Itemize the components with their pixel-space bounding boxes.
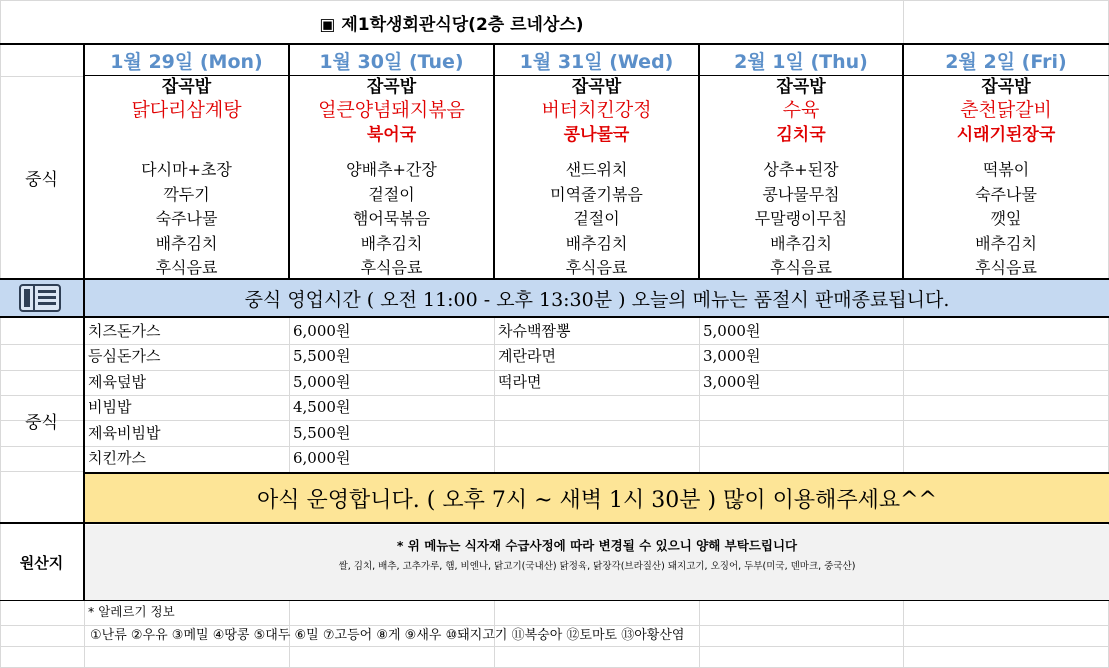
side-dish: 깍두기	[163, 184, 210, 204]
rice: 잡곡밥	[161, 77, 212, 97]
side-dish: 배추김치	[360, 233, 423, 253]
night-notice: 아식 운영합니다. ( 오후 7시 ~ 새벽 1시 30분 ) 많이 이용해주세요^^	[85, 474, 1109, 522]
day-header: 1월 30일 (Tue)	[319, 50, 464, 73]
menu-item-price: 6,000원	[293, 322, 351, 340]
side-dish: 햄어묵볶음	[352, 209, 431, 228]
rice: 잡곡밥	[776, 77, 826, 97]
rice: 잡곡밥	[981, 77, 1031, 97]
side-dish: 다시마+초장	[141, 160, 232, 179]
side-dish: 무말랭이무침	[754, 209, 848, 228]
side-dish: 배추김치	[975, 233, 1037, 253]
menu-item-name: 계란라면	[498, 347, 556, 365]
side-dish: 콩나물무침	[762, 184, 840, 204]
main-dish: 춘천닭갈비	[960, 99, 1052, 121]
menu-item-name: 제육덮밥	[88, 373, 146, 391]
side-dish: 깻잎	[990, 209, 1022, 228]
side-dish: 숙주나물	[155, 209, 218, 228]
menu-item-price: 5,500원	[293, 424, 351, 442]
day-menu	[495, 76, 698, 276]
origin-label: 원산지	[19, 553, 64, 572]
menu-item-price: 3,000원	[703, 347, 761, 365]
side-dish: 숙주나물	[975, 184, 1037, 204]
menu-item-name: 제육비빔밥	[88, 424, 161, 442]
side-dish: 배추김치	[155, 233, 218, 253]
side-dish: 샌드위치	[565, 160, 628, 179]
side-dish: 배추김치	[565, 233, 628, 253]
restaurant-menu-icon	[18, 283, 62, 313]
menu-item-price: 5,000원	[293, 373, 351, 391]
rice: 잡곡밥	[571, 77, 622, 97]
menu-item-price: 6,000원	[293, 449, 351, 467]
main-dish: 얼큰양념돼지볶음	[318, 99, 465, 121]
menu-item-price: 5,000원	[703, 322, 761, 340]
allergy-list: ①난류 ②우유 ③메밀 ④땅콩 ⑤대두 ⑥밀 ⑦고등어 ⑧게 ⑨새우 ⑩돼지고기 ⑪복숭아 ⑫토마토 ⑬아황산염	[90, 628, 685, 643]
soup	[85, 122, 288, 148]
menu-item-price: 4,500원	[293, 398, 351, 416]
day-menu	[290, 76, 493, 276]
rice: 잡곡밥	[366, 77, 417, 97]
side-dish: 후식음료	[975, 258, 1037, 277]
soup: 시래기된장국	[956, 125, 1056, 145]
day-menu	[85, 76, 288, 276]
origin-text: 쌀, 김치, 배추, 고추가루, 햄, 비엔나, 닭고기(국내산) 닭정육, 닭장각(브라질산) 돼지고기, 오징어, 두부(미국, 덴마크, 중국산)	[338, 561, 856, 572]
menu-item-name: 등심돈가스	[88, 347, 161, 365]
side-dish: 상추+된장	[763, 160, 839, 179]
side-dish: 겉절이	[368, 184, 415, 204]
day-header: 2월 1일 (Thu)	[734, 50, 868, 73]
side-dish: 양배추+간장	[346, 160, 437, 179]
menu-item-name: 비빔밥	[88, 398, 132, 416]
side-dish: 배추김치	[770, 233, 832, 253]
side-dish: 후식음료	[770, 258, 832, 277]
side-dish: 미역줄기볶음	[550, 184, 643, 204]
day-header: 1월 31일 (Wed)	[519, 50, 674, 73]
menu-item-name: 치즈돈가스	[88, 322, 161, 340]
side-dish: 겉절이	[573, 209, 620, 228]
menu-item-price: 5,500원	[293, 347, 351, 365]
allergy-title: * 알레르기 정보	[88, 604, 175, 619]
day-header: 1월 29일 (Mon)	[110, 50, 263, 73]
lunch-row-label-2: 중식	[25, 413, 58, 433]
day-menu	[904, 76, 1108, 276]
menu-item-name: 차슈백짬뽕	[498, 322, 571, 340]
side-dish: 후식음료	[360, 258, 423, 277]
menu-item-name: 치킨까스	[88, 449, 146, 467]
main-dish: 닭다리삼계탕	[131, 99, 242, 121]
main-dish: 수육	[782, 99, 820, 121]
side-dish: 후식음료	[565, 258, 628, 277]
main-dish: 버터치킨강정	[541, 99, 652, 121]
menu-item-price: 3,000원	[703, 373, 761, 391]
day-header: 2월 2일 (Fri)	[945, 50, 1067, 73]
side-dish: 후식음료	[155, 258, 218, 277]
soup: 북어국	[366, 125, 417, 145]
soup: 콩나물국	[563, 125, 630, 145]
page-title: ▣ 제1학생회관식당(2층 르네상스)	[319, 14, 584, 35]
change-notice: * 위 메뉴는 식자재 수급사정에 따라 변경될 수 있으니 양해 부탁드립니다	[396, 538, 798, 553]
side-dish: 떡볶이	[982, 160, 1030, 179]
lunch-row-label: 중식	[25, 169, 58, 190]
soup: 김치국	[776, 125, 826, 145]
hours-notice: 중식 영업시간 ( 오전 11:00 - 오후 13:30분 ) 오늘의 메뉴는 품절시 판매종료됩니다.	[244, 288, 950, 311]
day-menu	[700, 76, 902, 276]
menu-item-name: 떡라면	[498, 373, 542, 391]
